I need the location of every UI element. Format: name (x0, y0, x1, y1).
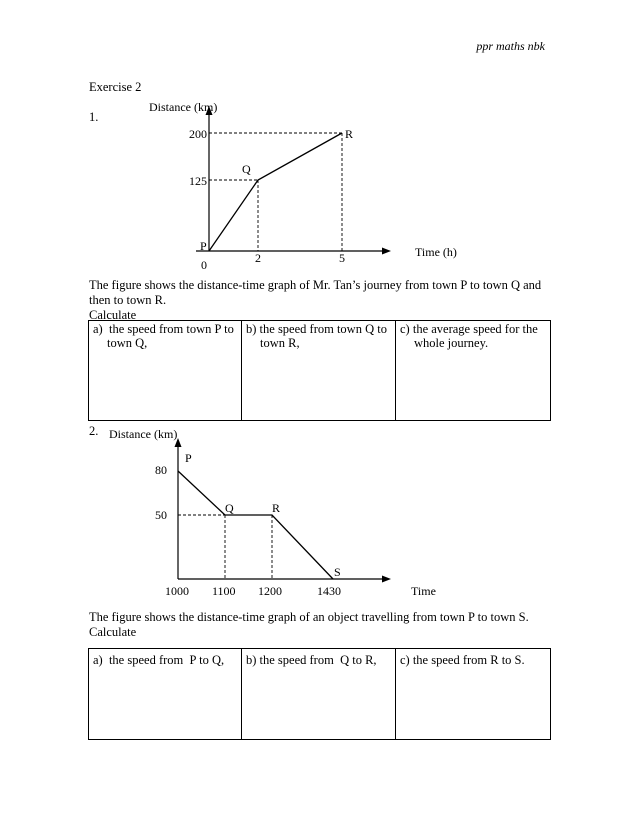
q2-point-q: Q (225, 501, 234, 515)
q1-answer-c-text: the average speed for the whole journey. (412, 322, 538, 350)
q2-answer-b-text: b) the speed from Q to R, (246, 653, 377, 667)
q1-answer-c-letter: c) (400, 322, 410, 336)
q2-answer-c-text: c) the speed from R to S. (400, 653, 525, 667)
q2-answer-a-text: a) the speed from P to Q, (93, 653, 225, 667)
q2-number: 2. (89, 424, 99, 438)
q2-answer-table (88, 648, 551, 740)
q2-description: The figure shows the distance-time graph of an object travelling from town P to town S. (89, 610, 529, 624)
q2-x-axis-label: Time (411, 584, 436, 598)
q1-answer-b-letter: b) (246, 322, 257, 336)
q1-answer-a-letter: a) (93, 322, 103, 336)
q1-calculate: Calculate (89, 308, 137, 322)
q2-calculate: Calculate (89, 625, 137, 639)
q1-point-p: P (200, 239, 207, 253)
q1-x-axis-label: Time (h) (415, 245, 457, 259)
q1-number: 1. (89, 110, 99, 124)
q1-origin-label: 0 (201, 258, 207, 272)
q2-y-tick-50: 50 (155, 508, 167, 522)
q1-y-tick-125: 125 (189, 174, 207, 188)
q1-x-tick-5: 5 (339, 251, 345, 265)
q2-point-p: P (185, 451, 192, 465)
q1-point-q: Q (242, 162, 251, 176)
q1-answer-a-text: the speed from town P to town Q, (107, 322, 234, 350)
q2-point-r: R (272, 501, 281, 515)
q2-travel-line (178, 471, 333, 579)
q2-y-tick-80: 80 (155, 463, 167, 477)
q2-point-s: S (334, 565, 341, 579)
q2-answer-b[interactable] (242, 649, 396, 740)
q1-y-tick-200: 200 (189, 127, 207, 141)
q2-x-tick-1430: 1430 (317, 584, 341, 598)
page-header: ppr maths nbk (476, 39, 545, 53)
exercise-title: Exercise 2 (89, 80, 142, 94)
q1-description: The figure shows the distance-time graph of Mr. Tan’s journey from town P to town Q and then to town R. (89, 278, 542, 307)
q2-x-tick-1000: 1000 (165, 584, 189, 598)
q1-answer-b-text: the speed from town Q to town R, (259, 322, 387, 350)
q2-answer-a[interactable] (89, 649, 242, 740)
q1-x-tick-2: 2 (255, 251, 261, 265)
q1-y-axis-label: Distance (km) (149, 100, 218, 114)
q2-x-tick-1200: 1200 (258, 584, 282, 598)
q1-point-r: R (345, 127, 354, 141)
q2-y-axis-label: Distance (km) (109, 427, 178, 441)
q2-answer-c[interactable] (396, 649, 551, 740)
q2-x-tick-1100: 1100 (212, 584, 236, 598)
q2-x-axis-arrow (382, 576, 391, 583)
